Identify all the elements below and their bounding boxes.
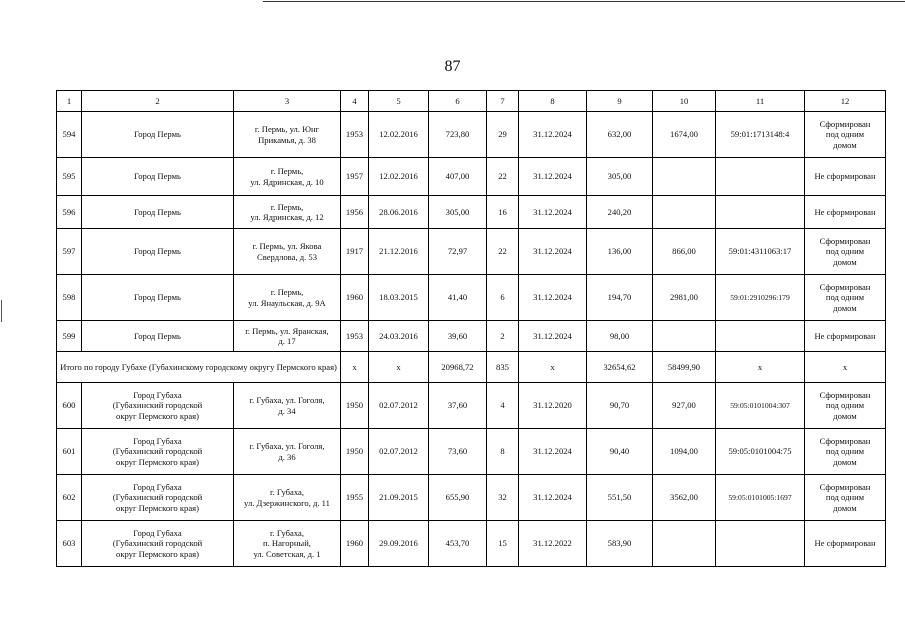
address-cell: г. Пермь, ул. Ядринская, д. 10 (234, 158, 341, 196)
table-row (57, 196, 886, 229)
table-row (57, 321, 886, 352)
value-cell (653, 158, 716, 196)
value-cell (653, 521, 716, 567)
col-header: 2 (82, 91, 234, 112)
value-cell: 551,50 (587, 475, 653, 521)
year-cell: 1960 (341, 275, 369, 321)
date-cell: 12.02.2016 (369, 112, 429, 158)
municipality-cell: Город Пермь (82, 112, 234, 158)
cadastral-cell: 59:05:0101005:1697 (716, 475, 805, 521)
status-cell: Не сформирован (805, 521, 886, 567)
area-cell: 41,40 (429, 275, 487, 321)
status-cell: Не сформирован (805, 158, 886, 196)
cadastral-cell: 59:05:0101004:75 (716, 429, 805, 475)
cadastral-cell: 59:05:0101004:307 (716, 383, 805, 429)
col-header: 8 (519, 91, 587, 112)
date-cell: 24.03.2016 (369, 321, 429, 352)
area-cell: 723,80 (429, 112, 487, 158)
subtotal-cell: 835 (487, 352, 519, 383)
deadline-cell: 31.12.2024 (519, 475, 587, 521)
col-header: 3 (234, 91, 341, 112)
col-header: 12 (805, 91, 886, 112)
residents-cell: 4 (487, 383, 519, 429)
status-cell: Сформирован под одним домом (805, 112, 886, 158)
cadastral-cell: 59:01:2910296:179 (716, 275, 805, 321)
deadline-cell: 31.12.2024 (519, 196, 587, 229)
value-cell: 136,00 (587, 229, 653, 275)
subtotal-cell: x (805, 352, 886, 383)
col-header: 5 (369, 91, 429, 112)
area-cell: 655,90 (429, 475, 487, 521)
table-row (57, 158, 886, 196)
residents-cell: 2 (487, 321, 519, 352)
cadastral-cell (716, 521, 805, 567)
value-cell: 2981,00 (653, 275, 716, 321)
deadline-cell: 31.12.2020 (519, 383, 587, 429)
date-cell: 29.09.2016 (369, 521, 429, 567)
year-cell: 1950 (341, 383, 369, 429)
municipality-cell: Город Губаха (Губахинский городской округ Пермского края) (82, 521, 234, 567)
residents-cell: 8 (487, 429, 519, 475)
subtotal-cell: 32654,62 (587, 352, 653, 383)
residents-cell: 22 (487, 158, 519, 196)
row-number: 597 (57, 229, 82, 275)
address-cell: г. Губаха, ул. Гоголя, д. 36 (234, 429, 341, 475)
row-number: 600 (57, 383, 82, 429)
deadline-cell: 31.12.2024 (519, 158, 587, 196)
date-cell: 28.06.2016 (369, 196, 429, 229)
value-cell: 1094,00 (653, 429, 716, 475)
column-number-row (57, 91, 886, 112)
value-cell (653, 321, 716, 352)
area-cell: 37,60 (429, 383, 487, 429)
table-row (57, 229, 886, 275)
cadastral-cell (716, 321, 805, 352)
deadline-cell: 31.12.2024 (519, 275, 587, 321)
value-cell: 240,20 (587, 196, 653, 229)
value-cell (653, 196, 716, 229)
address-cell: г. Губаха, ул. Дзержинского, д. 11 (234, 475, 341, 521)
status-cell: Сформирован под одним домом (805, 229, 886, 275)
deadline-cell: 31.12.2022 (519, 521, 587, 567)
municipality-cell: Город Пермь (82, 158, 234, 196)
area-cell: 72,97 (429, 229, 487, 275)
area-cell: 73,60 (429, 429, 487, 475)
col-header: 7 (487, 91, 519, 112)
area-cell: 305,00 (429, 196, 487, 229)
date-cell: 21.12.2016 (369, 229, 429, 275)
value-cell: 866,00 (653, 229, 716, 275)
subtotal-cell: x (716, 352, 805, 383)
top-rule (263, 1, 905, 2)
register-table (56, 90, 886, 567)
year-cell: 1960 (341, 521, 369, 567)
status-cell: Не сформирован (805, 196, 886, 229)
residents-cell: 16 (487, 196, 519, 229)
address-cell: г. Пермь, ул. Юнг Прикамья, д. 38 (234, 112, 341, 158)
area-cell: 407,00 (429, 158, 487, 196)
status-cell: Сформирован под одним домом (805, 475, 886, 521)
value-cell: 90,70 (587, 383, 653, 429)
address-cell: г. Пермь, ул. Янаульская, д. 9А (234, 275, 341, 321)
table-row (57, 112, 886, 158)
year-cell: 1950 (341, 429, 369, 475)
address-cell: г. Губаха, ул. Гоголя, д. 34 (234, 383, 341, 429)
cadastral-cell (716, 158, 805, 196)
col-header: 11 (716, 91, 805, 112)
residents-cell: 29 (487, 112, 519, 158)
subtotal-label: Итого по городу Губахе (Губахинскому городскому округу Пермского края) (57, 352, 341, 383)
subtotal-cell: x (369, 352, 429, 383)
residents-cell: 32 (487, 475, 519, 521)
row-number: 599 (57, 321, 82, 352)
value-cell: 632,00 (587, 112, 653, 158)
value-cell: 194,70 (587, 275, 653, 321)
page-number: 87 (444, 58, 461, 75)
row-number: 602 (57, 475, 82, 521)
subtotal-cell: x (341, 352, 369, 383)
date-cell: 12.02.2016 (369, 158, 429, 196)
deadline-cell: 31.12.2024 (519, 321, 587, 352)
address-cell: г. Пермь, ул. Якова Свердлова, д. 53 (234, 229, 341, 275)
municipality-cell: Город Пермь (82, 196, 234, 229)
date-cell: 21.09.2015 (369, 475, 429, 521)
municipality-cell: Город Пермь (82, 275, 234, 321)
municipality-cell: Город Пермь (82, 321, 234, 352)
row-number: 601 (57, 429, 82, 475)
table-row (57, 521, 886, 567)
table-row (57, 475, 886, 521)
row-number: 594 (57, 112, 82, 158)
value-cell: 90,40 (587, 429, 653, 475)
year-cell: 1956 (341, 196, 369, 229)
status-cell: Не сформирован (805, 321, 886, 352)
year-cell: 1955 (341, 475, 369, 521)
value-cell: 305,00 (587, 158, 653, 196)
scan-edge-mark (1, 300, 2, 322)
date-cell: 02.07.2012 (369, 429, 429, 475)
subtotal-row (57, 352, 886, 383)
value-cell: 3562,00 (653, 475, 716, 521)
table-row (57, 383, 886, 429)
row-number: 603 (57, 521, 82, 567)
col-header: 6 (429, 91, 487, 112)
table-row (57, 429, 886, 475)
subtotal-cell: x (519, 352, 587, 383)
status-cell: Сформирован под одним домом (805, 383, 886, 429)
residents-cell: 22 (487, 229, 519, 275)
row-number: 595 (57, 158, 82, 196)
year-cell: 1917 (341, 229, 369, 275)
date-cell: 02.07.2012 (369, 383, 429, 429)
col-header: 4 (341, 91, 369, 112)
row-number: 596 (57, 196, 82, 229)
municipality-cell: Город Губаха (Губахинский городской округ Пермского края) (82, 429, 234, 475)
address-cell: г. Пермь, ул. Яранская, д. 17 (234, 321, 341, 352)
municipality-cell: Город Пермь (82, 229, 234, 275)
status-cell: Сформирован под одним домом (805, 275, 886, 321)
residents-cell: 6 (487, 275, 519, 321)
table-row (57, 275, 886, 321)
subtotal-cell: 20968,72 (429, 352, 487, 383)
deadline-cell: 31.12.2024 (519, 229, 587, 275)
year-cell: 1953 (341, 112, 369, 158)
residents-cell: 15 (487, 521, 519, 567)
value-cell: 98,00 (587, 321, 653, 352)
col-header: 10 (653, 91, 716, 112)
value-cell: 1674,00 (653, 112, 716, 158)
deadline-cell: 31.12.2024 (519, 429, 587, 475)
col-header: 9 (587, 91, 653, 112)
value-cell: 583,90 (587, 521, 653, 567)
area-cell: 453,70 (429, 521, 487, 567)
date-cell: 18.03.2015 (369, 275, 429, 321)
municipality-cell: Город Губаха (Губахинский городской округ Пермского края) (82, 475, 234, 521)
address-cell: г. Губаха, п. Нагорный, ул. Советская, д. 1 (234, 521, 341, 567)
deadline-cell: 31.12.2024 (519, 112, 587, 158)
status-cell: Сформирован под одним домом (805, 429, 886, 475)
subtotal-cell: 58499,90 (653, 352, 716, 383)
row-number: 598 (57, 275, 82, 321)
cadastral-cell: 59:01:4311063:17 (716, 229, 805, 275)
value-cell: 927,00 (653, 383, 716, 429)
col-header: 1 (57, 91, 82, 112)
cadastral-cell: 59:01:1713148:4 (716, 112, 805, 158)
cadastral-cell (716, 196, 805, 229)
year-cell: 1953 (341, 321, 369, 352)
year-cell: 1957 (341, 158, 369, 196)
address-cell: г. Пермь, ул. Ядринская, д. 12 (234, 196, 341, 229)
area-cell: 39,60 (429, 321, 487, 352)
municipality-cell: Город Губаха (Губахинский городской округ Пермского края) (82, 383, 234, 429)
